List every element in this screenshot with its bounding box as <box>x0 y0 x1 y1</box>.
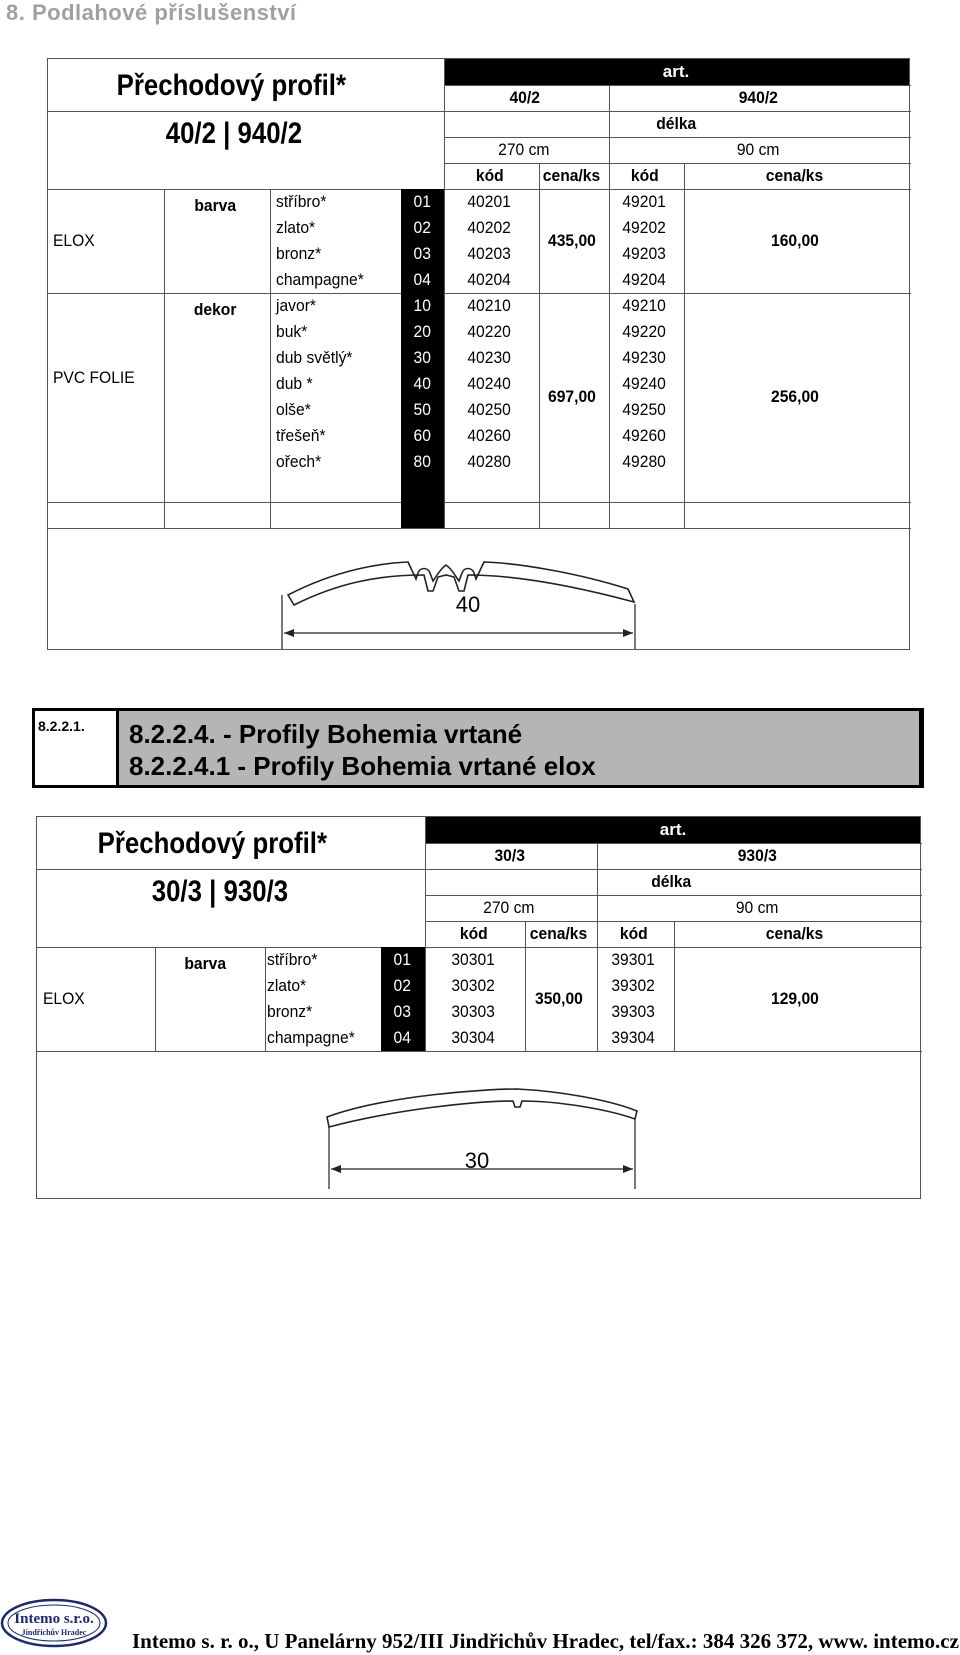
col-kod-b: kód <box>619 924 648 943</box>
row-number: 10 <box>413 296 431 315</box>
delka-label: délka <box>656 114 697 133</box>
art-label: art. <box>662 62 690 81</box>
row-kod-b: 49240 <box>622 374 666 393</box>
art-b: 940/2 <box>738 88 778 107</box>
row-number: 03 <box>393 1002 411 1021</box>
row-number: 04 <box>413 270 431 289</box>
delka-label: délka <box>651 872 692 891</box>
price-elox-90: 160,00 <box>771 231 819 250</box>
footer-address: Intemo s. r. o., U Panelárny 952/III Jindřichův Hradec, tel/fax.: 384 326 372, www. intemo.cz <box>132 1629 959 1653</box>
art-b: 930/3 <box>737 846 777 865</box>
row-number: 80 <box>413 452 431 471</box>
row-kod-a: 40240 <box>467 374 511 393</box>
svg-text:Jindřichův Hradec: Jindřichův Hradec <box>21 1628 87 1637</box>
length-b: 90 cm <box>736 140 780 159</box>
row-kod-b: 49204 <box>622 270 666 289</box>
row-name: champagne* <box>276 270 364 289</box>
row-kod-b: 39304 <box>611 1028 655 1047</box>
row-kod-a: 40230 <box>467 348 511 367</box>
row-name: champagne* <box>267 1028 355 1047</box>
product-codes: 40/2 | 940/2 <box>165 117 303 150</box>
row-kod-a: 30304 <box>451 1028 495 1047</box>
row-kod-a: 30302 <box>451 976 495 995</box>
svg-text:Intemo s.r.o.: Intemo s.r.o. <box>14 1611 94 1627</box>
row-kod-b: 49201 <box>622 192 666 211</box>
row-name: zlato* <box>276 218 316 237</box>
price-elox-270: 435,00 <box>548 231 596 250</box>
row-number: 60 <box>413 426 431 445</box>
group-elox: ELOX <box>53 231 95 250</box>
row-name: dub světlý* <box>276 348 353 367</box>
row-kod-b: 49203 <box>622 244 666 263</box>
product-codes: 30/3 | 930/3 <box>151 875 289 908</box>
row-number: 02 <box>393 976 411 995</box>
row-number: 20 <box>413 322 431 341</box>
row-number: 50 <box>413 400 431 419</box>
group-elox: ELOX <box>43 989 85 1008</box>
category-barva: barva <box>194 196 237 215</box>
col-cena-b: cena/ks <box>765 166 824 185</box>
row-name: javor* <box>276 296 316 315</box>
section-number: 8.2.2.1. <box>38 718 85 734</box>
col-cena-a: cena/ks <box>542 166 601 185</box>
row-number: 40 <box>413 374 431 393</box>
art-a: 30/3 <box>494 846 525 865</box>
row-kod-a: 40204 <box>467 270 511 289</box>
row-kod-a: 40202 <box>467 218 511 237</box>
section-banner <box>116 708 922 788</box>
length-a: 270 cm <box>498 140 550 159</box>
dimension-label: 30 <box>464 1148 490 1173</box>
price-270: 350,00 <box>535 989 583 1008</box>
col-kod-a: kód <box>459 924 488 943</box>
page-title: 8. Podlahové příslušenství <box>6 0 297 25</box>
length-a: 270 cm <box>483 898 535 917</box>
row-number: 02 <box>413 218 431 237</box>
row-number: 01 <box>393 950 411 969</box>
section-heading: 8.2.2.4. - Profily Bohemia vrtané <box>129 719 523 749</box>
row-kod-b: 49210 <box>622 296 666 315</box>
row-kod-b: 49220 <box>622 322 666 341</box>
product-title: Přechodový profil* <box>116 69 347 102</box>
row-name: ořech* <box>276 452 322 471</box>
product-table-30-3 <box>36 816 921 1199</box>
row-kod-a: 40220 <box>467 322 511 341</box>
dimension-label: 40 <box>455 592 481 617</box>
row-number: 04 <box>393 1028 411 1047</box>
row-kod-a: 30301 <box>451 950 495 969</box>
row-kod-a: 40280 <box>467 452 511 471</box>
row-kod-a: 40260 <box>467 426 511 445</box>
row-kod-a: 40210 <box>467 296 511 315</box>
price-90: 129,00 <box>771 989 819 1008</box>
row-kod-a: 40201 <box>467 192 511 211</box>
row-kod-b: 49280 <box>622 452 666 471</box>
row-number: 01 <box>413 192 431 211</box>
category-dekor: dekor <box>193 300 237 319</box>
product-table-40-2 <box>47 58 910 650</box>
row-kod-b: 39303 <box>611 1002 655 1021</box>
row-kod-a: 30303 <box>451 1002 495 1021</box>
row-name: dub * <box>276 374 313 393</box>
col-kod-b: kód <box>630 166 659 185</box>
product-title: Přechodový profil* <box>97 827 328 860</box>
row-kod-b: 49250 <box>622 400 666 419</box>
section-subheading: 8.2.2.4.1 - Profily Bohemia vrtané elox <box>129 751 596 781</box>
group-pvc: PVC FOLIE <box>53 368 135 387</box>
row-name: bronz* <box>276 244 322 263</box>
col-kod-a: kód <box>475 166 504 185</box>
row-name: stříbro* <box>276 192 327 211</box>
row-kod-b: 39302 <box>611 976 655 995</box>
price-pvc-90: 256,00 <box>771 387 819 406</box>
row-number: 30 <box>413 348 431 367</box>
row-kod-a: 40203 <box>467 244 511 263</box>
row-name: olše* <box>276 400 311 419</box>
row-name: zlato* <box>267 976 307 995</box>
row-kod-b: 49202 <box>622 218 666 237</box>
row-kod-a: 40250 <box>467 400 511 419</box>
row-kod-b: 49230 <box>622 348 666 367</box>
art-label: art. <box>659 820 687 839</box>
row-number: 03 <box>413 244 431 263</box>
row-name: bronz* <box>267 1002 313 1021</box>
price-pvc-270: 697,00 <box>548 387 596 406</box>
length-b: 90 cm <box>735 898 779 917</box>
row-name: stříbro* <box>267 950 318 969</box>
col-cena-b: cena/ks <box>765 924 824 943</box>
category-barva: barva <box>184 954 227 973</box>
row-kod-b: 49260 <box>622 426 666 445</box>
row-kod-b: 39301 <box>611 950 655 969</box>
row-name: buk* <box>276 322 308 341</box>
row-name: třešeň* <box>276 426 326 445</box>
intemo-logo <box>0 1598 108 1648</box>
profile-cross-section-drawing <box>317 1077 647 1197</box>
profile-cross-section-drawing <box>278 529 698 649</box>
col-cena-a: cena/ks <box>529 924 588 943</box>
art-a: 40/2 <box>509 88 540 107</box>
